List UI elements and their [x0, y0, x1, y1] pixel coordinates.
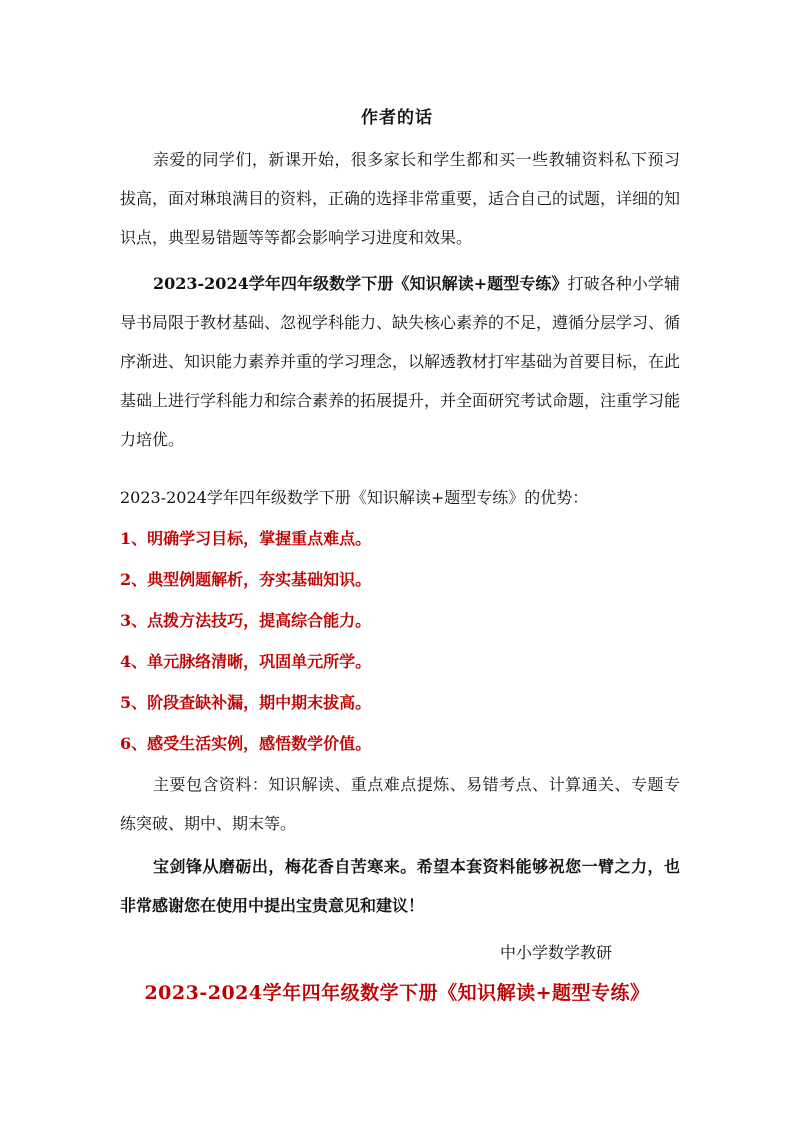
- advantage-item: 4、单元脉络清晰，巩固单元所学。: [120, 652, 372, 671]
- advantage-heading-text: 2023-2024学年四年级数学下册《知识解读+题型专练》的优势：: [120, 488, 589, 507]
- advantage-heading: [120, 478, 680, 517]
- book-name: 2023-2024学年四年级数学下册《知识解读+题型专练》: [153, 274, 568, 293]
- signature: 中小学数学教研: [500, 943, 613, 962]
- advantage-item: 2、典型例题解析，夯实基础知识。: [120, 570, 372, 589]
- advantage-item: 6、感受生活实例，感悟数学价值。: [120, 734, 372, 753]
- advantage-item: 5、阶段查缺补漏，期中期末拔高。: [120, 693, 372, 712]
- advantage-item: 3、点拨方法技巧，提高综合能力。: [120, 611, 372, 630]
- advantage-item: 1、明确学习目标，掌握重点难点。: [120, 529, 372, 548]
- intro-paragraph: 亲爱的同学们，新课开始，很多家长和学生都和买一些教辅资料私下预习拔高，面对琳琅满目的资料，正确的选择非常重要，适合自己的试题，详细的知识点，典型易错题等等都会影响学习进度和效果。: [120, 150, 681, 247]
- closing-paragraph: 宝剑锋从磨砺出，梅花香自苦寒来。希望本套资料能够祝您一臂之力，也非常感谢您在使用中提出宝贵意见和建议！: [120, 857, 680, 915]
- book-description-paragraph: [120, 264, 680, 459]
- contents-paragraph: 主要包含资料：知识解读、重点难点提炼、易错考点、计算通关、专题专练突破、期中、期末等。: [120, 775, 680, 833]
- footer-book-title: 2023-2024学年四年级数学下册《知识解读+题型专练》: [144, 982, 650, 1004]
- book-description-text: 打破各种小学辅导书局限于教材基础、忽视学科能力、缺失核心素养的不足，遵循分层学习、循序渐进、知识能力素养并重的学习理念，以解透教材打牢基础为首要目标，在此基础上进行学科能力和综合素养的拓展提升，并全面研究考试命题，注重学习能力培优。: [120, 274, 681, 449]
- document-title: 作者的话: [361, 108, 433, 128]
